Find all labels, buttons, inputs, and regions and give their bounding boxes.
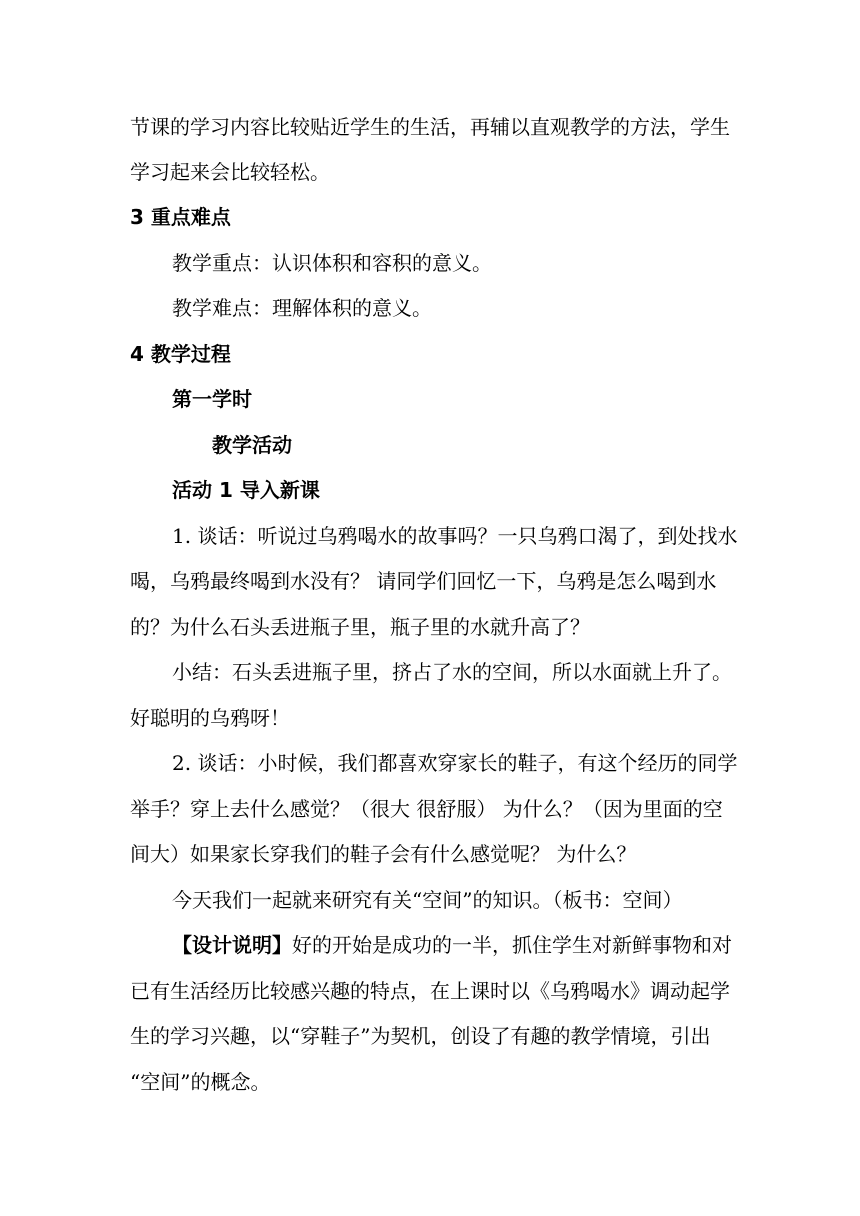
design-note-line-2: 已有生活经历比较感兴趣的特点，在上课时以《乌鸦喝水》调动起学 [130, 979, 730, 1003]
talk-2-line-3: 间大）如果家长穿我们的鞋子会有什么感觉呢？ 为什么？ [130, 842, 637, 866]
teaching-focus: 教学重点：认识体积和容积的意义。 [172, 251, 492, 275]
design-note-line-4: “空间”的概念。 [130, 1070, 271, 1094]
talk-1-line-2: 喝，乌鸦最终喝到水没有？ 请同学们回忆一下，乌鸦是怎么喝到水 [130, 569, 717, 593]
summary-line-2: 好聪明的乌鸦呀！ [130, 706, 290, 730]
activities-title: 教学活动 [212, 433, 292, 457]
talk-1-line-1: 1. 谈话：听说过乌鸦喝水的故事吗？一只乌鸦口渴了，到处找水 [172, 524, 738, 548]
activity-1-title: 活动 1 导入新课 [172, 478, 320, 502]
lesson-title: 第一学时 [172, 387, 252, 411]
section-3-heading: 3 重点难点 [130, 205, 231, 229]
talk-2-line-2: 举手？穿上去什么感觉？（很大 很舒服） 为什么？（因为里面的空 [130, 797, 723, 821]
summary-line-1: 小结：石头丢进瓶子里，挤占了水的空间，所以水面就上升了。 [172, 660, 732, 684]
design-note-label: 【设计说明】 [172, 933, 292, 957]
intro-paragraph-line-2: 学习起来会比较轻松。 [130, 160, 330, 184]
today-topic: 今天我们一起就来研究有关“空间”的知识。（板书：空间） [172, 888, 683, 912]
design-note-text: 好的开始是成功的一半，抓住学生对新鲜事物和对 [292, 933, 732, 957]
design-note-line-3: 生的学习兴趣，以“穿鞋子”为契机，创设了有趣的教学情境，引出 [130, 1024, 711, 1048]
talk-1-line-3: 的？为什么石头丢进瓶子里，瓶子里的水就升高了？ [130, 615, 590, 639]
teaching-difficulty: 教学难点：理解体积的意义。 [172, 296, 432, 320]
intro-paragraph-line-1: 节课的学习内容比较贴近学生的生活，再辅以直观教学的方法，学生 [130, 115, 730, 139]
section-4-heading: 4 教学过程 [130, 342, 231, 366]
design-note-line-1 [172, 931, 732, 959]
talk-2-line-1: 2. 谈话：小时候，我们都喜欢穿家长的鞋子，有这个经历的同学 [172, 751, 738, 775]
